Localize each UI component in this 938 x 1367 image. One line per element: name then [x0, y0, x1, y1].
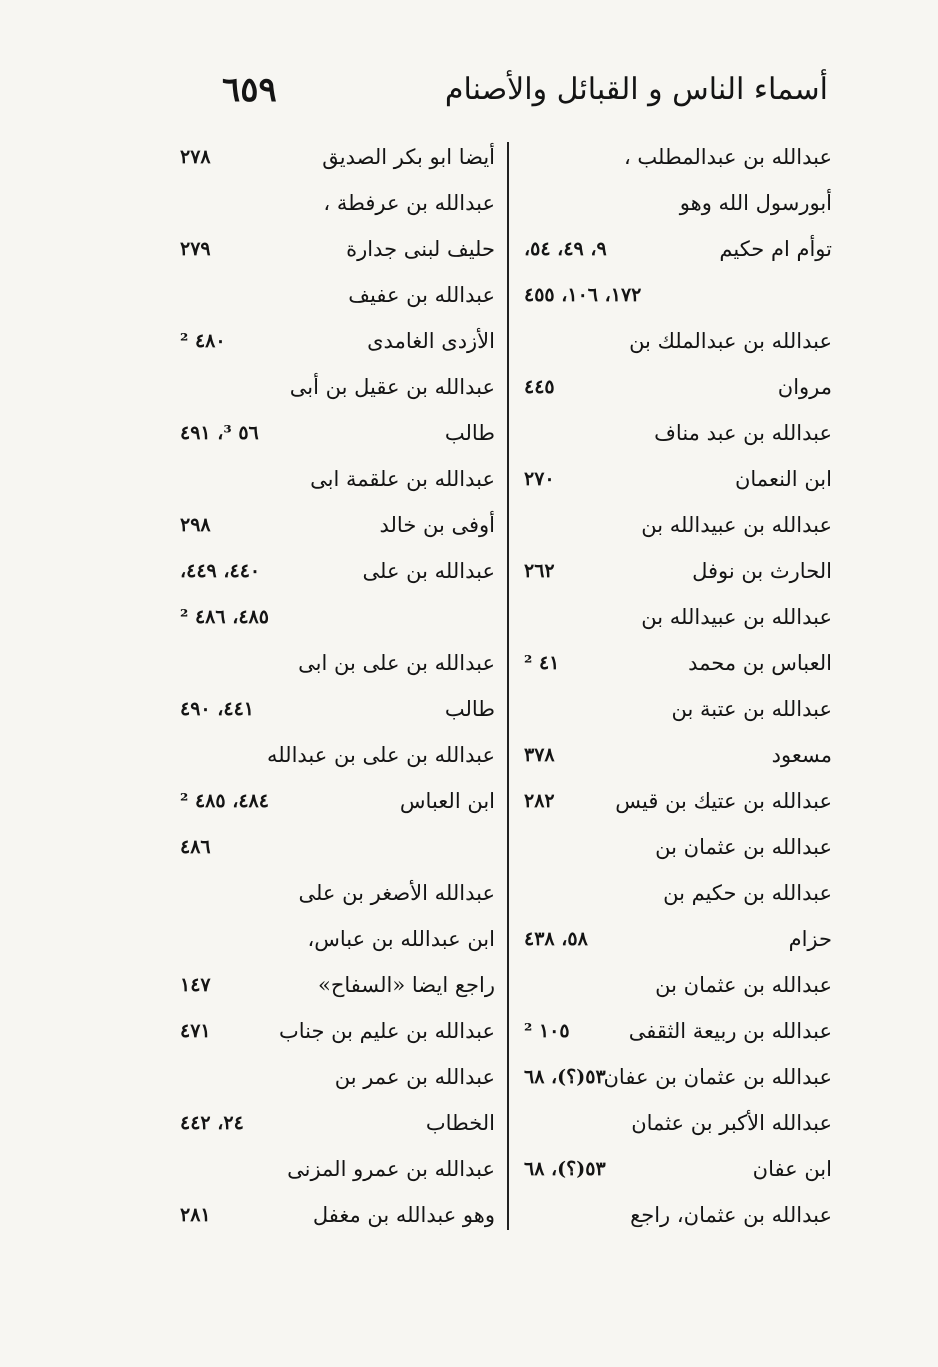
entry-page-refs: ٢٦٢	[524, 560, 555, 582]
index-entry	[180, 548, 495, 594]
entry-name: عبدالله بن عمر بن	[334, 1065, 495, 1089]
entry-name: عبدالله بن عمرو المزنى	[287, 1157, 495, 1181]
index-entry	[524, 1008, 832, 1054]
entry-name: عبدالله بن عبدالملك بن	[629, 329, 832, 353]
index-entry	[524, 272, 832, 318]
index-entry	[180, 502, 495, 548]
entry-page-refs: ٤٨٤، ٤٨٥ ²	[180, 790, 269, 812]
entry-page-refs: ٤٤١، ٤٩٠	[180, 698, 254, 720]
index-entry	[180, 1008, 495, 1054]
index-entry	[524, 364, 832, 410]
entry-name: ابن النعمان	[734, 467, 832, 491]
entry-name: أوفى بن خالد	[379, 513, 495, 537]
entry-page-refs: ٥٣(؟)، ٦٨	[524, 1066, 606, 1088]
index-entry	[180, 1192, 495, 1238]
entry-name: عبدالله بن عقيل بن أبى	[289, 375, 495, 399]
entry-page-refs: ٢٧٩	[180, 238, 211, 260]
index-entry	[180, 134, 495, 180]
entry-name: الأزدى الغامدى	[367, 329, 495, 353]
entry-name: طالب	[444, 421, 495, 445]
index-entry	[180, 824, 495, 870]
index-entry	[524, 548, 832, 594]
index-entry	[180, 272, 495, 318]
entry-page-refs: ٢٨١	[180, 1204, 211, 1226]
entry-name: ابن عفان	[752, 1157, 832, 1181]
entry-name: عبدالله بن على بن عبدالله	[266, 743, 495, 767]
entry-name: عبدالله الأصغر بن على	[298, 881, 495, 905]
index-entry	[180, 180, 495, 226]
index-entry	[180, 226, 495, 272]
entry-name: ابن العباس	[399, 789, 495, 813]
index-entry	[180, 732, 495, 778]
index-entry	[524, 640, 832, 686]
entry-name: أبورسول الله وهو	[679, 191, 832, 215]
entry-name: مروان	[777, 375, 832, 399]
entry-name: عبدالله بن عثمان بن عفان	[603, 1065, 832, 1089]
index-entry	[180, 1100, 495, 1146]
entry-page-refs: ٢٨٢	[524, 790, 555, 812]
index-entry	[180, 916, 495, 962]
entry-name: عبدالله بن عثمان بن	[655, 973, 832, 997]
entry-name: راجع ايضا «السفاح»	[317, 973, 495, 997]
entry-name: مسعود	[771, 743, 832, 767]
entry-name: حليف لبنى جدارة	[346, 237, 495, 261]
index-entry	[524, 226, 832, 272]
column-divider	[507, 142, 509, 1230]
index-entry	[524, 134, 832, 180]
entry-page-refs: ٢٤، ٤٤٢	[180, 1112, 244, 1134]
index-entry	[524, 870, 832, 916]
entry-name: ابن عبدالله بن عباس،	[307, 927, 495, 951]
index-column-right	[524, 134, 832, 1238]
index-entry	[180, 640, 495, 686]
entry-page-refs: ٣٧٨	[524, 744, 555, 766]
index-entry	[524, 318, 832, 364]
index-entry	[180, 686, 495, 732]
entry-name: عبدالله بن عتيك بن قيس	[615, 789, 832, 813]
index-entry	[180, 594, 495, 640]
index-entry	[180, 1146, 495, 1192]
entry-name: الحارث بن نوفل	[692, 559, 832, 583]
index-entry	[524, 1192, 832, 1238]
entry-name: عبدالله بن عبد مناف	[654, 421, 832, 445]
index-entry	[180, 456, 495, 502]
entry-page-refs: ٥٨، ٤٣٨	[524, 928, 588, 950]
entry-name: عبدالله بن عليم بن جناب	[279, 1019, 495, 1043]
entry-name: عبدالله بن عبيدالله بن	[641, 605, 832, 629]
entry-name: وهو عبدالله بن مغفل	[312, 1203, 495, 1227]
index-entry	[524, 1100, 832, 1146]
entry-page-refs: ١٤٧	[180, 974, 211, 996]
index-entry	[524, 732, 832, 778]
entry-name: طالب	[444, 697, 495, 721]
entry-page-refs: ١٠٥ ²	[524, 1020, 570, 1042]
entry-page-refs: ٤٧١	[180, 1020, 211, 1042]
index-entry	[524, 1054, 832, 1100]
index-entry	[524, 686, 832, 732]
entry-page-refs: ٤٤٠، ٤٤٩،	[180, 560, 261, 582]
index-entry	[524, 962, 832, 1008]
index-entry	[524, 594, 832, 640]
entry-name: عبدالله بن عبيدالله بن	[641, 513, 832, 537]
index-entry	[524, 180, 832, 226]
entry-page-refs: ٤١ ²	[524, 652, 560, 674]
entry-name: عبدالله بن عفيف	[348, 283, 495, 307]
entry-page-refs: ٥٣(؟)، ٦٨	[524, 1158, 606, 1180]
entry-page-refs: ٥٦ ³، ٤٩١	[180, 422, 259, 444]
entry-page-refs: ١٧٢، ١٠٦، ٤٥٥	[524, 284, 642, 306]
entry-name: عبدالله بن عثمان، راجع	[630, 1203, 832, 1227]
index-entry	[524, 1146, 832, 1192]
entry-name: عبدالله بن على بن ابى	[298, 651, 495, 675]
index-entry	[180, 778, 495, 824]
index-entry	[524, 778, 832, 824]
index-entry	[180, 318, 495, 364]
entry-name: توأم ام حكيم	[719, 237, 832, 261]
entry-name: عبدالله الأكبر بن عثمان	[631, 1111, 832, 1135]
index-entry	[524, 456, 832, 502]
index-column-left	[180, 134, 495, 1238]
entry-name: عبدالله بن علقمة ابى	[310, 467, 495, 491]
entry-page-refs: ٢٩٨	[180, 514, 211, 536]
entry-page-refs: ٩، ٤٩، ٥٤،	[524, 238, 607, 260]
entry-name: عبدالله بن ربيعة الثقفى	[628, 1019, 832, 1043]
entry-name: عبدالله بن على	[362, 559, 495, 583]
entry-name: عبدالله بن عثمان بن	[655, 835, 832, 859]
entry-name: العباس بن محمد	[688, 651, 832, 675]
entry-name: أيضا ابو بكر الصديق	[322, 145, 495, 169]
index-entry	[524, 916, 832, 962]
index-entry	[180, 1054, 495, 1100]
index-entry	[180, 870, 495, 916]
entry-name: عبدالله بن عبدالمطلب ،	[623, 145, 832, 169]
entry-name: الخطاب	[425, 1111, 495, 1135]
page-header-title: أسماء الناس و القبائل والأصنام	[444, 72, 828, 107]
entry-name: حزام	[788, 927, 832, 951]
entry-page-refs: ٤٨٠ ²	[180, 330, 226, 352]
entry-page-refs: ٤٨٥، ٤٨٦ ²	[180, 606, 269, 628]
entry-name: عبدالله بن عرفطة ،	[323, 191, 495, 215]
index-entry	[524, 824, 832, 870]
page-number: ٦٥٩	[222, 70, 277, 110]
index-entry	[524, 410, 832, 456]
entry-name: عبدالله بن عتبة بن	[671, 697, 832, 721]
entry-page-refs: ٤٨٦	[180, 836, 211, 858]
index-entry	[180, 364, 495, 410]
entry-name: عبدالله بن حكيم بن	[663, 881, 832, 905]
entry-page-refs: ٤٤٥	[524, 376, 555, 398]
index-entry	[180, 962, 495, 1008]
index-entry	[180, 410, 495, 456]
index-entry	[524, 502, 832, 548]
entry-page-refs: ٢٧٨	[180, 146, 211, 168]
entry-page-refs: ٢٧٠	[524, 468, 555, 490]
